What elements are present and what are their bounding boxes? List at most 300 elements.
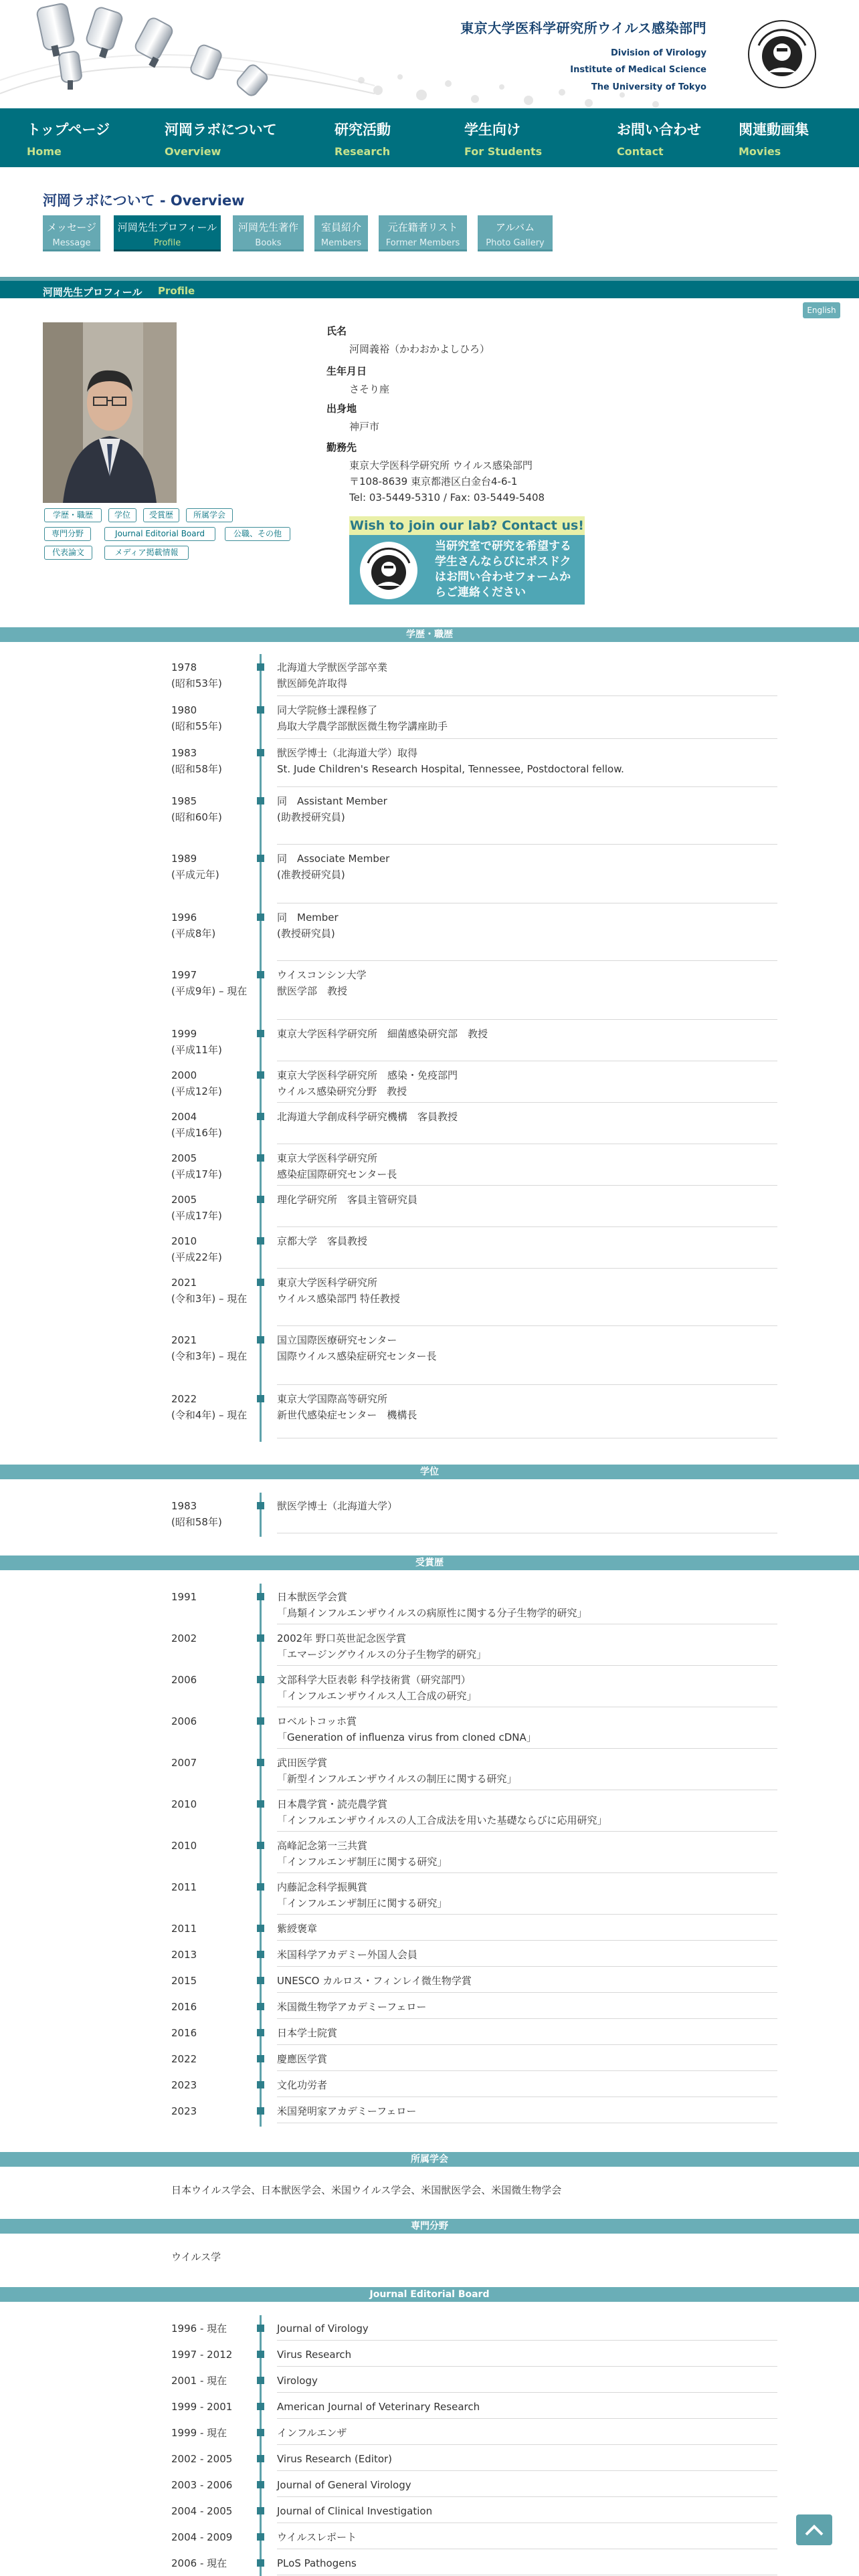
timeline-year-line: (平成8年) [171, 928, 216, 940]
timeline-marker [257, 2081, 264, 2088]
timeline-text [277, 1332, 777, 1364]
timeline-year [171, 1921, 256, 1937]
timeline-text-line: Virology [277, 2375, 318, 2387]
subtab-label-ja: 河岡先生プロフィール [117, 221, 217, 233]
timeline-year-line: 2002 [171, 1632, 197, 1644]
timeline-text [277, 2529, 777, 2545]
timeline-year-line: 2001 - 現在 [171, 2375, 227, 2387]
timeline-text-line: 獣医師免許取得 [277, 677, 348, 689]
timeline-year-line: 1989 [171, 853, 197, 865]
timeline-text-line: ロベルトコッホ賞 [277, 1715, 357, 1727]
career-section-header: 学歴・職歴 [0, 627, 859, 642]
timeline-year [171, 2373, 256, 2389]
timeline-year-line: (昭和53年) [171, 677, 222, 689]
timeline-text-line: ウイスコンシン大学 [277, 969, 367, 981]
timeline-text-line: (助教授研究員) [277, 811, 345, 823]
workplace-label: 勤務先 [326, 441, 357, 453]
nav-label-ja: トップページ [27, 122, 110, 138]
timeline-text-line: 慶應医学賞 [277, 2053, 328, 2065]
timeline-text-line: 鳥取大学農学部獣医微生物学講座助手 [277, 720, 448, 732]
timeline-text-line: 2002年 野口英世記念医学賞 [277, 1632, 406, 1644]
main-navigation [0, 108, 859, 167]
subtab-label-en: Members [320, 238, 362, 248]
timeline-year-line: (平成11年) [171, 1044, 222, 1056]
timeline-text-line: 感染症国際研究センター長 [277, 1168, 397, 1180]
timeline-divider [277, 960, 777, 961]
timeline-text [277, 1391, 777, 1423]
timeline-text-line: 米国発明家アカデミーフェロー [277, 2105, 417, 2117]
anchor-link-specialty[interactable]: 専門分野 [44, 527, 91, 541]
timeline-text [277, 2399, 777, 2415]
timeline-text [277, 1192, 777, 1208]
timeline-text [277, 2503, 777, 2519]
timeline-year [171, 1026, 256, 1058]
timeline-marker [257, 1279, 264, 1286]
timeline-year-line: 1980 [171, 704, 197, 716]
timeline-text-line: 獣医学部 教授 [277, 985, 348, 997]
anchor-link-degree[interactable]: 学位 [108, 508, 136, 522]
timeline-text-line: (教授研究員) [277, 928, 335, 940]
timeline-year-line: (昭和55年) [171, 720, 222, 732]
timeline-text-line: 同 Member [277, 911, 339, 924]
timeline-text-line: ウイルスレポート [277, 2531, 357, 2543]
nav-item-research[interactable] [335, 119, 391, 158]
timeline-year-line: 2011 [171, 1881, 197, 1893]
timeline-year-line: (平成9年) – 現在 [171, 985, 248, 997]
timeline-text-line: 理化学研究所 客員主管研究員 [277, 1194, 418, 1206]
timeline-marker [257, 2533, 264, 2541]
timeline-year [171, 1672, 256, 1688]
timeline-year [171, 1796, 256, 1812]
name-value: 河岡義裕（かわおかよしひろ） [349, 343, 490, 355]
recruit-contact-banner[interactable] [349, 516, 585, 605]
specialty-section-header: 専門分野 [0, 2219, 859, 2234]
timeline-text-line: 獣医学博士（北海道大学）取得 [277, 747, 418, 759]
timeline-year [171, 1879, 256, 1895]
timeline-text [277, 1150, 777, 1182]
subtab-label-ja: 河岡先生著作 [237, 221, 298, 233]
timeline-text [277, 1630, 777, 1662]
timeline-year [171, 2399, 256, 2415]
timeline-marker [257, 1951, 264, 1958]
timeline-text [277, 1067, 777, 1099]
timeline-marker [257, 1593, 264, 1600]
timeline-year [171, 967, 256, 999]
societies-text: 日本ウイルス学会、日本獣医学会、米国ウイルス学会、米国獣医学会、米国微生物学会 [171, 2184, 562, 2196]
timeline-text-line: 東京大学医科学研究所 細菌感染研究部 教授 [277, 1028, 488, 1040]
portrait-photo [43, 322, 177, 503]
timeline-divider [277, 2044, 777, 2045]
timeline-text [277, 659, 777, 691]
timeline-text-line: 同 Associate Member [277, 853, 390, 865]
timeline-text-line: 同大学院修士課程修了 [277, 704, 378, 716]
timeline-text-line: American Journal of Veterinary Research [277, 2401, 480, 2413]
timeline-text-line: 内藤記念科学振興賞 [277, 1881, 368, 1893]
timeline-text-line: 新世代感染症センター 機構長 [277, 1409, 417, 1421]
timeline-year [171, 793, 256, 825]
timeline-divider [277, 738, 777, 739]
timeline-text-line: 「鳥類インフルエンザウイルスの病原性に関する分子生物学的研究」 [277, 1607, 587, 1619]
timeline-year-line: 2007 [171, 1757, 197, 1769]
birthplace-label: 出身地 [326, 403, 357, 415]
timeline-year-line: 2021 [171, 1277, 197, 1289]
nav-label-ja: 研究活動 [335, 122, 391, 138]
subtab-label-en: Photo Gallery [486, 238, 545, 248]
timeline-year [171, 1999, 256, 2015]
timeline-year [171, 2347, 256, 2363]
timeline-marker [257, 1800, 264, 1808]
timeline-text [277, 1921, 777, 1937]
timeline-year-line: (平成22年) [171, 1251, 222, 1263]
timeline-year [171, 1630, 256, 1646]
scroll-to-top-button[interactable] [796, 2514, 832, 2545]
org-name-ja: 東京大学医科学研究所ウイルス感染部門 [460, 20, 706, 36]
save-the-world-logo[interactable] [747, 19, 818, 90]
timeline-marker [257, 1676, 264, 1683]
timeline-year-line: 2016 [171, 2027, 197, 2039]
timeline-text-line: 高峰記念第一三共賞 [277, 1840, 368, 1852]
timeline-year-line: 2010 [171, 1798, 197, 1810]
timeline-divider [277, 1102, 777, 1103]
timeline-year-line: 2013 [171, 1949, 197, 1961]
timeline-text [277, 1713, 777, 1745]
chevron-up-icon [796, 2514, 832, 2545]
timeline-marker [257, 1634, 264, 1642]
timeline-text [277, 2373, 777, 2389]
timeline-year-line: 1983 [171, 747, 197, 759]
subtab-message[interactable] [43, 215, 100, 251]
timeline-marker [257, 749, 264, 756]
timeline-marker [257, 1395, 264, 1402]
anchor-link-awards[interactable]: 受賞歴 [143, 508, 179, 522]
timeline-year-line: 2022 [171, 2053, 197, 2065]
timeline-text-line: 北海道大学獣医学部卒業 [277, 661, 388, 673]
timeline-text [277, 2103, 777, 2119]
timeline-divider [277, 2366, 777, 2367]
timeline-marker [257, 2455, 264, 2462]
timeline-year-line: 2023 [171, 2105, 197, 2117]
timeline-year [171, 909, 256, 942]
timeline-text [277, 2477, 777, 2493]
timeline-year-line: 2021 [171, 1334, 197, 1346]
nav-label-en: Research [335, 145, 391, 158]
timeline-text-line: 「インフルエンザウイルスの人工合成法を用いた基礎ならびに応用研究」 [277, 1814, 607, 1826]
timeline-divider [277, 786, 777, 787]
timeline-text [277, 2347, 777, 2363]
english-button[interactable]: English [803, 302, 840, 318]
workplace-address: 〒108-8639 東京都港区白金台4-6-1 [349, 475, 518, 488]
subtab-profile[interactable] [114, 215, 221, 251]
timeline-divider [277, 1748, 777, 1749]
recruit-headline: Wish to join our lab? Contact us! [349, 516, 585, 535]
timeline-text [277, 1275, 777, 1307]
org-name-en [460, 45, 706, 96]
timeline-marker [257, 1717, 264, 1725]
anchor-link-career[interactable]: 学歴・職歴 [44, 508, 102, 522]
timeline-text [277, 1026, 777, 1042]
timeline-text-line: 「インフルエンザウイルス人工合成の研究」 [277, 1690, 477, 1702]
timeline-text-line: ウイルス感染部門 特任教授 [277, 1293, 400, 1305]
timeline-divider [277, 2340, 777, 2341]
timeline-marker [257, 1030, 264, 1037]
degree-section-header: 学位 [0, 1465, 859, 1479]
timeline-year [171, 1755, 256, 1771]
timeline-year-line: 2006 [171, 1715, 197, 1727]
timeline-divider [277, 2444, 777, 2445]
timeline-year-line: 2004 [171, 1111, 197, 1123]
subtab-photo-gallery[interactable] [478, 215, 553, 251]
anchor-link-media[interactable]: メディア掲載情報 [104, 546, 189, 560]
timeline-marker [257, 1977, 264, 1984]
timeline-year-line: (昭和58年) [171, 1516, 222, 1528]
timeline-text [277, 702, 777, 734]
timeline-year-line: 2015 [171, 1975, 197, 1987]
nav-item-overview[interactable] [165, 119, 277, 158]
org-line-3: The University of Tokyo [591, 82, 706, 92]
timeline-text [277, 2555, 777, 2571]
timeline-text [277, 909, 777, 942]
anchor-link-papers[interactable]: 代表論文 [44, 546, 92, 560]
timeline-text-line: 日本農学賞・読売農学賞 [277, 1798, 388, 1810]
subtab-former-members[interactable] [379, 215, 467, 251]
timeline-marker [257, 971, 264, 978]
timeline-text-line: 米国微生物学アカデミーフェロー [277, 2001, 427, 2013]
timeline-text-line: 「新型インフルエンザウイルスの制圧に関する研究」 [277, 1773, 517, 1785]
timeline-marker [257, 2377, 264, 2384]
timeline-marker [257, 2029, 264, 2036]
timeline-year-line: 1997 [171, 969, 197, 981]
timeline-year [171, 1275, 256, 1307]
timeline-divider [277, 1914, 777, 1915]
timeline-text-line: PLoS Pathogens [277, 2557, 357, 2569]
timeline-year [171, 1713, 256, 1729]
save-the-world-logo [359, 540, 419, 601]
timeline-year-line: 1999 - 現在 [171, 2427, 227, 2439]
subtab-label-ja: メッセージ [46, 221, 97, 233]
timeline-text-line: 「インフルエンザ制圧に関する研究」 [277, 1897, 448, 1909]
timeline-text-line: 東京大学国際高等研究所 [277, 1393, 388, 1405]
timeline-text [277, 851, 777, 883]
timeline-text-line: インフルエンザ [277, 2427, 347, 2439]
timeline-marker [257, 1154, 264, 1162]
timeline-marker [257, 914, 264, 921]
awards-section-header: 受賞歴 [0, 1555, 859, 1570]
timeline-text-line: 東京大学医科学研究所 [277, 1152, 378, 1164]
timeline-year [171, 1838, 256, 1854]
timeline-text-line: Virus Research [277, 2349, 352, 2361]
nav-item-contact[interactable] [617, 119, 701, 158]
timeline-text [277, 1947, 777, 1963]
subtab-label-en: Former Members [385, 238, 460, 248]
timeline-text-line: St. Jude Children's Research Hospital, Tennessee, Postdoctoral fellow. [277, 763, 624, 775]
timeline-year [171, 1947, 256, 1963]
timeline-year-line: (平成12年) [171, 1085, 222, 1097]
timeline-year-line: 2000 [171, 1069, 197, 1081]
timeline-year [171, 1067, 256, 1099]
header-vials-illustration [0, 0, 375, 108]
timeline-text [277, 2025, 777, 2041]
timeline-text-line: 「インフルエンザ制圧に関する研究」 [277, 1856, 448, 1868]
timeline-text [277, 1589, 777, 1621]
timeline-text [277, 2451, 777, 2467]
timeline-year-line: 1996 [171, 911, 197, 924]
timeline-text [277, 2321, 777, 2337]
timeline-marker [257, 2507, 264, 2514]
subtab-books[interactable] [233, 215, 304, 251]
timeline-text-line: Journal of Clinical Investigation [277, 2505, 433, 2517]
subtab-label-en: Profile [153, 238, 181, 248]
nav-label-en: Contact [617, 145, 664, 158]
timeline-year-line: (令和4年) – 現在 [171, 1409, 248, 1421]
timeline-text [277, 745, 777, 777]
timeline-text-line: 日本学士院賞 [277, 2027, 338, 2039]
timeline-year [171, 1332, 256, 1364]
societies-section-header: 所属学会 [0, 2152, 859, 2167]
timeline-year-line: 2005 [171, 1194, 197, 1206]
birthday-label: 生年月日 [326, 365, 367, 377]
recruit-message: 当研究室で研究を希望する学生さんならびにポスドクはお問い合わせフォームからご連絡ください [435, 540, 571, 599]
timeline-year-line: 2010 [171, 1235, 197, 1247]
timeline-text [277, 2051, 777, 2067]
anchor-link-societies[interactable]: 所属学会 [186, 508, 233, 522]
subtab-members[interactable] [314, 215, 368, 251]
editorial-section-header: Journal Editorial Board [0, 2287, 859, 2302]
timeline-year [171, 702, 256, 734]
timeline-year [171, 1498, 256, 1530]
timeline-text-line: 紫綬褒章 [277, 1923, 318, 1935]
timeline-year [171, 2529, 256, 2545]
timeline-year [171, 659, 256, 691]
timeline-text-line: Journal of General Virology [277, 2479, 411, 2491]
timeline-year-line: 2016 [171, 2001, 197, 2013]
timeline-marker [257, 1502, 264, 1509]
timeline-divider [277, 1019, 777, 1020]
timeline-year [171, 1233, 256, 1265]
page-title: 河岡ラボについて - Overview [43, 193, 245, 209]
timeline-text-line: 文部科学大臣表彰 科学技術賞（研究部門） [277, 1674, 471, 1686]
timeline-year [171, 2503, 256, 2519]
timeline-divider [277, 2496, 777, 2497]
timeline-divider [277, 1185, 777, 1186]
timeline-divider [277, 1872, 777, 1873]
nav-label-en: Movies [739, 145, 781, 158]
timeline-marker [257, 2055, 264, 2062]
timeline-year [171, 1150, 256, 1182]
timeline-year-line: 1996 - 現在 [171, 2323, 227, 2335]
timeline-text-line: UNESCO カルロス・フィンレイ微生物学賞 [277, 1975, 472, 1987]
timeline-year [171, 851, 256, 883]
timeline-year-line: (令和3年) – 現在 [171, 1293, 248, 1305]
timeline-marker [257, 1071, 264, 1079]
timeline-divider [277, 2418, 777, 2419]
nav-item-home[interactable] [27, 119, 110, 158]
timeline-year [171, 2451, 256, 2467]
timeline-divider [277, 844, 777, 845]
birthday-value: さそり座 [349, 383, 390, 395]
timeline-marker [257, 1196, 264, 1203]
timeline-axis [260, 654, 262, 1442]
timeline-text-line: 北海道大学創成科学研究機構 客員教授 [277, 1111, 458, 1123]
birthplace-value: 神戸市 [349, 421, 380, 433]
timeline-year-line: 2004 - 2005 [171, 2505, 233, 2517]
timeline-divider [277, 1992, 777, 1993]
timeline-year [171, 2477, 256, 2493]
timeline-year [171, 1391, 256, 1423]
timeline-text [277, 1879, 777, 1911]
nav-label-en: For Students [464, 145, 543, 158]
timeline-text [277, 1498, 777, 1514]
timeline-text [277, 1973, 777, 1989]
specialty-text: ウイルス学 [171, 2251, 221, 2263]
anchor-link-public-service[interactable]: 公職、その他 [225, 527, 290, 541]
timeline-text [277, 967, 777, 999]
timeline-year-line: (昭和58年) [171, 763, 222, 775]
timeline-year-line: 1999 - 2001 [171, 2401, 233, 2413]
timeline-text [277, 793, 777, 825]
timeline-text-line: 同 Assistant Member [277, 795, 387, 807]
subtab-label-en: Message [52, 238, 91, 248]
subtab-label-ja: アルバム [495, 221, 535, 233]
timeline-text [277, 1999, 777, 2015]
timeline-year [171, 2425, 256, 2441]
timeline-marker [257, 1883, 264, 1891]
timeline-text-line: Virus Research (Editor) [277, 2453, 393, 2465]
timeline-marker [257, 2107, 264, 2115]
timeline-marker [257, 2003, 264, 2010]
timeline-year-line: 1983 [171, 1500, 197, 1512]
timeline-text [277, 1109, 777, 1125]
org-line-2: Institute of Medical Science [570, 65, 706, 76]
timeline-text [277, 1796, 777, 1828]
timeline-year-line: 1991 [171, 1591, 197, 1603]
nav-label-en: Home [27, 145, 62, 158]
timeline-marker [257, 1113, 264, 1120]
timeline-marker [257, 1925, 264, 1932]
timeline-text-line: 日本獣医学会賞 [277, 1591, 348, 1603]
timeline-year-line: (平成17年) [171, 1210, 222, 1222]
timeline-year-line: 2003 - 2006 [171, 2479, 233, 2491]
timeline-year-line: (昭和60年) [171, 811, 222, 823]
nav-label-ja: 河岡ラボについて [165, 122, 277, 138]
timeline-marker [257, 2559, 264, 2567]
timeline-marker [257, 663, 264, 671]
workplace-name: 東京大学医科学研究所 ウイルス感染部門 [349, 459, 533, 471]
subtab-label-en: Books [255, 238, 282, 248]
timeline-year-line: 2023 [171, 2079, 197, 2091]
timeline-year-line: 2010 [171, 1840, 197, 1852]
workplace-phone: Tel: 03-5449-5310 / Fax: 03-5449-5408 [349, 492, 545, 504]
timeline-year [171, 1589, 256, 1605]
nav-item-for-students[interactable] [464, 119, 542, 158]
timeline-marker [257, 855, 264, 862]
timeline-year-line: 1999 [171, 1028, 197, 1040]
timeline-year [171, 2321, 256, 2337]
timeline-text-line: (准教授研究員) [277, 869, 345, 881]
anchor-link-editorial-board[interactable]: Journal Editorial Board [104, 527, 215, 541]
nav-item-movies[interactable] [739, 119, 809, 158]
timeline-marker [257, 1336, 264, 1344]
timeline-year [171, 2555, 256, 2571]
timeline-divider [277, 1966, 777, 1967]
timeline-text [277, 1672, 777, 1704]
timeline-year [171, 2051, 256, 2067]
nav-label-ja: 関連動画集 [739, 122, 809, 138]
timeline-year-line: 2002 - 2005 [171, 2453, 233, 2465]
timeline-text-line: 「Generation of influenza virus from cloned cDNA」 [277, 1731, 537, 1743]
timeline-divider [277, 1384, 777, 1385]
timeline-divider [277, 695, 777, 696]
timeline-text-line: 武田医学賞 [277, 1757, 328, 1769]
